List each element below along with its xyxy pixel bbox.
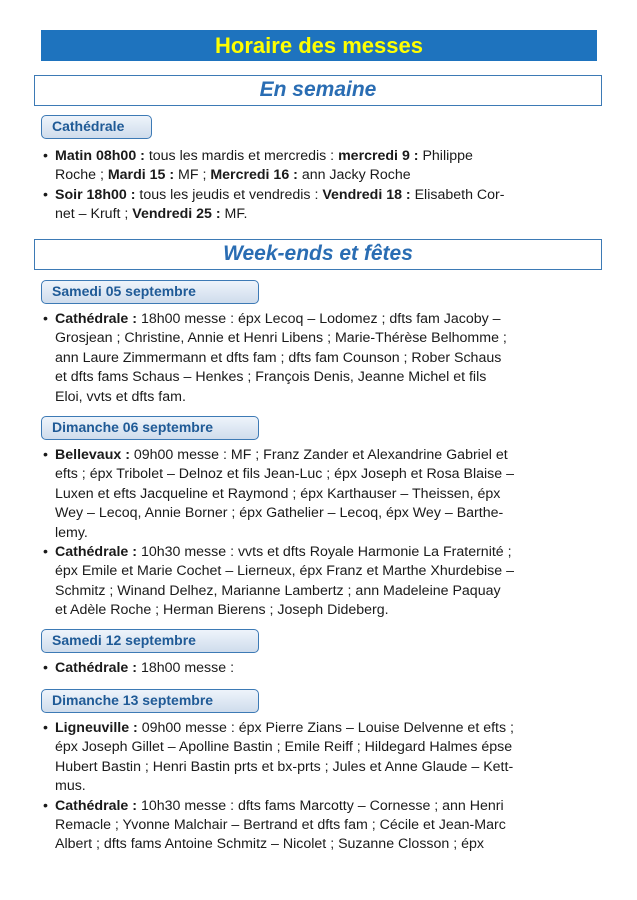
text-line <box>55 504 605 523</box>
text-line <box>55 562 605 581</box>
bold-label: Matin 08h00 : <box>55 148 145 164</box>
text-line <box>55 485 605 504</box>
day-2-schedule <box>43 446 605 621</box>
text-line <box>55 524 605 543</box>
text-line <box>55 329 605 348</box>
bold-label: Cathédrale : <box>55 544 137 561</box>
text-line <box>55 758 605 777</box>
bullet-icon: • <box>43 447 48 463</box>
text-segment: ann Jacky Roche <box>297 167 411 184</box>
bullet-icon: • <box>43 148 48 164</box>
text-segment: 09h00 messe : MF ; Franz Zander et Alexandrine Gabriel et <box>129 447 508 463</box>
schedule-item <box>43 797 605 855</box>
schedule-item <box>43 659 605 678</box>
bold-label: Cathédrale : <box>55 797 137 814</box>
bold-label: Soir 18h00 : <box>55 186 136 203</box>
schedule-item <box>43 147 605 186</box>
text-segment: mus. <box>55 778 86 795</box>
bold-label: Cathédrale : <box>55 311 137 327</box>
text-line <box>55 797 605 816</box>
day-1-schedule <box>43 310 605 407</box>
bold-label: Ligneuville : <box>55 720 138 736</box>
bold-label: Bellevaux : <box>55 447 130 463</box>
text-segment: ann Laure Zimmermann et dfts fam ; dfts fam Counson ; Rober Schaus <box>55 349 502 366</box>
bullet-icon: • <box>43 797 48 814</box>
schedule-item <box>43 719 605 797</box>
tag-weekday: Cathédrale <box>41 115 152 139</box>
text-segment: Albert ; dfts fams Antoine Schmitz – Nicolet ; Suzanne Closson ; épx <box>55 836 484 853</box>
text-segment: Eloi, vvts et dfts fam. <box>55 388 186 405</box>
section-weekend-header: Week-ends et fêtes <box>34 239 602 270</box>
schedule-item <box>43 543 605 621</box>
text-line <box>55 349 605 368</box>
text-line <box>55 719 605 738</box>
text-segment: Grosjean ; Christine, Annie et Henri Libens ; Marie-Thérèse Belhomme ; <box>55 330 507 347</box>
text-line <box>55 465 605 484</box>
text-line <box>55 205 605 224</box>
text-segment: 10h30 messe : dfts fams Marcotty – Cornesse ; ann Henri <box>137 797 504 814</box>
text-segment: 18h00 messe : <box>137 660 235 676</box>
text-segment: Remacle ; Yvonne Malchair – Bertrand et dfts fam ; Cécile et Jean-Marc <box>55 817 506 834</box>
text-line <box>55 659 605 678</box>
text-segment: épx Joseph Gillet – Apolline Bastin ; Emile Reiff ; Hildegard Halmes épse <box>55 739 513 756</box>
text-segment: MF ; <box>174 167 211 184</box>
text-line <box>55 166 605 185</box>
text-line <box>55 816 605 835</box>
tag-day-4: Dimanche 13 septembre <box>41 689 259 713</box>
text-segment: et Adèle Roche ; Herman Bierens ; Joseph Dideberg. <box>55 602 389 619</box>
bold-label: Mercredi 16 : <box>210 167 298 184</box>
text-segment: tous les jeudis et vendredis : <box>135 186 323 203</box>
text-segment: et dfts fams Schaus – Henkes ; François Denis, Jeanne Michel et fils <box>55 369 487 386</box>
text-line <box>55 446 605 465</box>
text-line <box>55 147 605 166</box>
text-line <box>55 738 605 757</box>
text-segment: net – Kruft ; <box>55 206 133 223</box>
tag-day-3: Samedi 12 septembre <box>41 629 259 653</box>
schedule-item <box>43 310 605 407</box>
text-segment: tous les mardis et mercredis : <box>144 148 339 164</box>
text-segment: Luxen et efts Jacqueline et Raymond ; épx Karthauser – Theissen, épx <box>55 485 501 502</box>
bullet-icon: • <box>43 720 48 736</box>
text-segment: Elisabeth Cor- <box>410 186 505 203</box>
text-segment: MF. <box>220 206 248 223</box>
bullet-icon: • <box>43 544 48 561</box>
bold-label: mercredi 9 : <box>338 148 419 164</box>
bullet-icon: • <box>43 186 48 203</box>
text-line <box>55 388 605 407</box>
text-line <box>55 601 605 620</box>
bold-label: Vendredi 18 : <box>322 186 411 203</box>
text-segment: 18h00 messe : épx Lecoq – Lodomez ; dfts fam Jacoby – <box>137 311 501 327</box>
text-line <box>55 582 605 601</box>
weekday-schedule <box>43 147 605 225</box>
text-line <box>55 186 605 205</box>
text-line <box>55 835 605 854</box>
tag-day-1: Samedi 05 septembre <box>41 280 259 304</box>
bullet-icon: • <box>43 660 48 676</box>
text-segment: 09h00 messe : épx Pierre Zians – Louise Delvenne et efts ; <box>137 720 514 736</box>
text-line <box>55 368 605 387</box>
day-3-schedule <box>43 659 605 678</box>
text-segment: Philippe <box>418 148 473 164</box>
text-segment: Schmitz ; Winand Delhez, Marianne Lambertz ; ann Madeleine Paquay <box>55 582 501 599</box>
text-segment: efts ; épx Tribolet – Delnoz et fils Jean-Luc ; épx Joseph et Rosa Blaise – <box>55 466 514 483</box>
bold-label: Vendredi 25 : <box>132 206 221 223</box>
text-line <box>55 310 605 329</box>
text-segment: Wey – Lecoq, Annie Borner ; épx Gathelier – Lecoq, épx Wey – Barthe- <box>55 505 504 522</box>
text-segment: Hubert Bastin ; Henri Bastin prts et bx-prts ; Jules et Anne Glaude – Kett- <box>55 758 514 775</box>
text-segment: lemy. <box>55 524 88 541</box>
bold-label: Cathédrale : <box>55 660 137 676</box>
day-4-schedule <box>43 719 605 855</box>
text-line <box>55 777 605 796</box>
bold-label: Mardi 15 : <box>107 167 175 184</box>
tag-day-2: Dimanche 06 septembre <box>41 416 259 440</box>
schedule-item <box>43 446 605 543</box>
text-segment: Roche ; <box>55 167 108 184</box>
bullet-icon: • <box>43 311 48 327</box>
text-line <box>55 543 605 562</box>
text-segment: épx Emile et Marie Cochet – Lierneux, épx Franz et Marthe Xhurdebise – <box>55 563 514 580</box>
page-title: Horaire des messes <box>41 30 597 61</box>
text-segment: 10h30 messe : vvts et dfts Royale Harmonie La Fraternité ; <box>137 544 512 561</box>
schedule-item <box>43 186 605 225</box>
section-weekday-header: En semaine <box>34 75 602 106</box>
